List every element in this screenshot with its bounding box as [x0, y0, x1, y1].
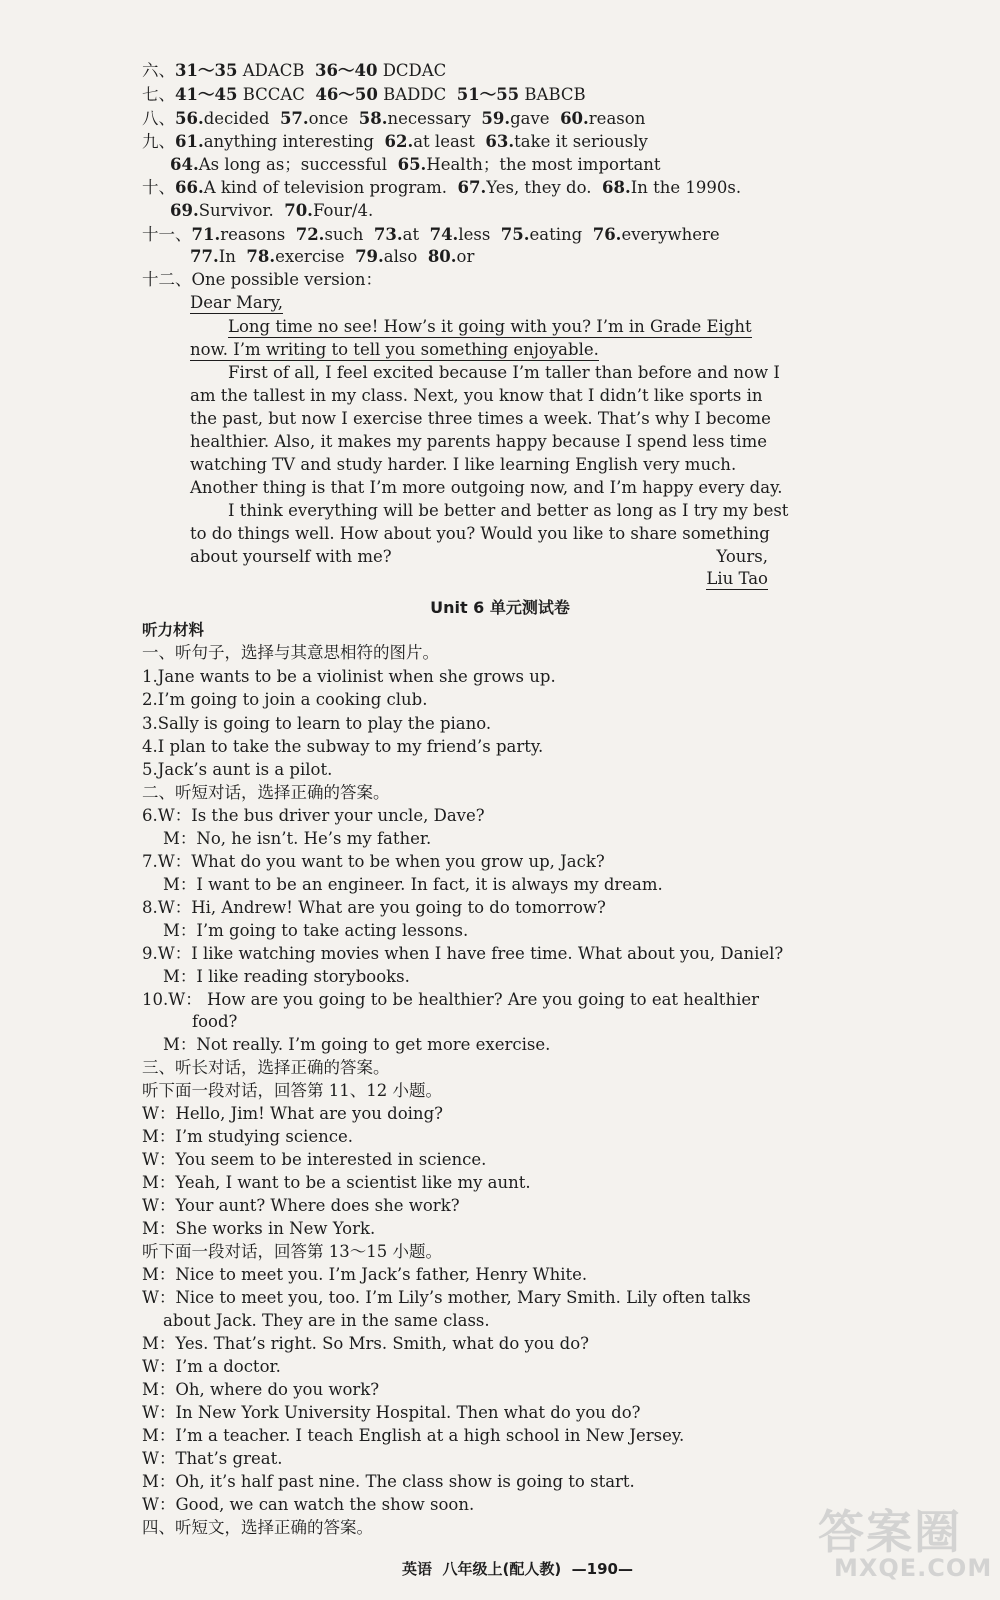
- letter-line: now. I’m writing to tell you something enjoyable.: [190, 340, 599, 359]
- letter-line: about yourself with me?: [190, 547, 392, 566]
- dialogue-line: about Jack. They are in the same class.: [163, 1311, 490, 1330]
- section-2-heading: 二、听短对话，选择正确的答案。: [142, 783, 390, 802]
- watermark-url: MXQE.COM: [834, 1554, 993, 1582]
- dialogue-line: 9.W：I like watching movies when I have free time. What about you, Daniel?: [142, 944, 784, 963]
- letter-line: watching TV and study harder. I like learning English very much.: [190, 455, 737, 474]
- footer-subject: 英语: [402, 1560, 433, 1578]
- dialogue-line: M：I’m a teacher. I teach English at a high school in New Jersey.: [142, 1426, 685, 1445]
- page-number: —190—: [571, 1560, 633, 1578]
- dialogue-line: M：I like reading storybooks.: [163, 967, 410, 986]
- dialogue-line: 听下面一段对话，回答第 11、12 小题。: [142, 1081, 442, 1100]
- dialogue-line: 听下面一段对话，回答第 13～15 小题。: [142, 1242, 442, 1261]
- letter-line: the past, but now I exercise three times a week. That’s why I become: [190, 409, 771, 428]
- letter-line: to do things well. How about you? Would you like to share something: [190, 524, 770, 543]
- dialogue-line: M：She works in New York.: [142, 1219, 376, 1238]
- listening-item: 3.Sally is going to learn to play the piano.: [142, 714, 492, 733]
- dialogue-line: W：Good, we can watch the show soon.: [142, 1495, 475, 1514]
- unit-title: Unit 6 单元测试卷: [430, 598, 570, 617]
- answer-row-10b: 69.Survivor. 70.Four/4.: [170, 201, 374, 220]
- listening-item: 4.I plan to take the subway to my friend’s party.: [142, 737, 544, 756]
- answer-row-10: 十、66.A kind of television program. 67.Yes, they do. 68.In the 1990s.: [142, 178, 742, 197]
- answer-row-11b: 77.In 78.exercise 79.also 80.or: [190, 247, 475, 266]
- letter-line: First of all, I feel excited because I’m taller than before and now I: [228, 363, 780, 382]
- page-footer: [402, 1558, 633, 1580]
- letter-closing: Yours,: [716, 547, 768, 566]
- answer-row-12: 十二、One possible version：: [142, 270, 382, 289]
- letter-line: Long time no see! How’s it going with you? I’m in Grade Eight: [228, 317, 752, 336]
- listening-item: 2.I’m going to join a cooking club.: [142, 690, 428, 709]
- dialogue-line: M：I’m studying science.: [142, 1127, 353, 1146]
- dialogue-line: W：I’m a doctor.: [142, 1357, 281, 1376]
- answer-row-11: 十一、71.reasons 72.such 73.at 74.less 75.eating 76.everywhere: [142, 225, 720, 244]
- dialogue-line: W：You seem to be interested in science.: [142, 1150, 487, 1169]
- dialogue-line: 7.W：What do you want to be when you grow up, Jack?: [142, 852, 605, 871]
- answer-row-9: 九、61.anything interesting 62.at least 63.take it seriously: [142, 132, 648, 151]
- dialogue-line: W：Your aunt? Where does she work?: [142, 1196, 460, 1215]
- dialogue-line: M：I want to be an engineer. In fact, it is always my dream.: [163, 875, 663, 894]
- answer-row-7: 七、41～45 BCCAC 46～50 BADDC 51～55 BABCB: [142, 85, 586, 104]
- letter-signature: Liu Tao: [706, 569, 768, 588]
- listening-item: 1.Jane wants to be a violinist when she grows up.: [142, 667, 556, 686]
- section-3-heading: 三、听长对话，选择正确的答案。: [142, 1058, 390, 1077]
- dialogue-line: W：Hello, Jim! What are you doing?: [142, 1104, 443, 1123]
- watermark-logo: 答案圈: [818, 1505, 962, 1559]
- dialogue-line: 6.W：Is the bus driver your uncle, Dave?: [142, 806, 485, 825]
- dialogue-line: W：Nice to meet you, too. I’m Lily’s mother, Mary Smith. Lily often talks: [142, 1288, 751, 1307]
- section-1-heading: 一、听句子，选择与其意思相符的图片。: [142, 643, 439, 662]
- dialogue-line: M：Not really. I’m going to get more exercise.: [163, 1035, 551, 1054]
- section-4-heading: 四、听短文，选择正确的答案。: [142, 1518, 373, 1537]
- answer-row-6: 六、31～35 ADACB 36～40 DCDAC: [142, 61, 447, 80]
- answer-row-9b: 64.As long as；successful 65.Health；the most important: [170, 155, 661, 174]
- listening-heading: 听力材料: [142, 621, 205, 639]
- footer-grade: 八年级上(配人教): [442, 1560, 562, 1578]
- listening-item: 5.Jack’s aunt is a pilot.: [142, 760, 333, 779]
- letter-line: healthier. Also, it makes my parents happy because I spend less time: [190, 432, 767, 451]
- letter-line: am the tallest in my class. Next, you know that I didn’t like sports in: [190, 386, 763, 405]
- dialogue-line: M：Oh, where do you work?: [142, 1380, 380, 1399]
- dialogue-line: M：Yeah, I want to be a scientist like my aunt.: [142, 1173, 531, 1192]
- dialogue-line: food?: [192, 1012, 238, 1031]
- dialogue-line: 8.W：Hi, Andrew! What are you going to do tomorrow?: [142, 898, 606, 917]
- dialogue-line: M：No, he isn’t. He’s my father.: [163, 829, 432, 848]
- dialogue-line: M：I’m going to take acting lessons.: [163, 921, 469, 940]
- letter-line: Another thing is that I’m more outgoing now, and I’m happy every day.: [190, 478, 783, 497]
- dialogue-line: M：Yes. That’s right. So Mrs. Smith, what do you do?: [142, 1334, 589, 1353]
- dialogue-line: M：Nice to meet you. I’m Jack’s father, Henry White.: [142, 1265, 588, 1284]
- dialogue-line: 10.W： How are you going to be healthier? Are you going to eat healthier: [142, 990, 759, 1009]
- letter-salutation: Dear Mary,: [190, 293, 283, 312]
- answer-row-8: 八、56.decided 57.once 58.necessary 59.gave 60.reason: [142, 109, 646, 128]
- dialogue-line: W：That’s great.: [142, 1449, 283, 1468]
- dialogue-line: M：Oh, it’s half past nine. The class show is going to start.: [142, 1472, 635, 1491]
- letter-line: I think everything will be better and better as long as I try my best: [228, 501, 789, 520]
- dialogue-line: W：In New York University Hospital. Then what do you do?: [142, 1403, 641, 1422]
